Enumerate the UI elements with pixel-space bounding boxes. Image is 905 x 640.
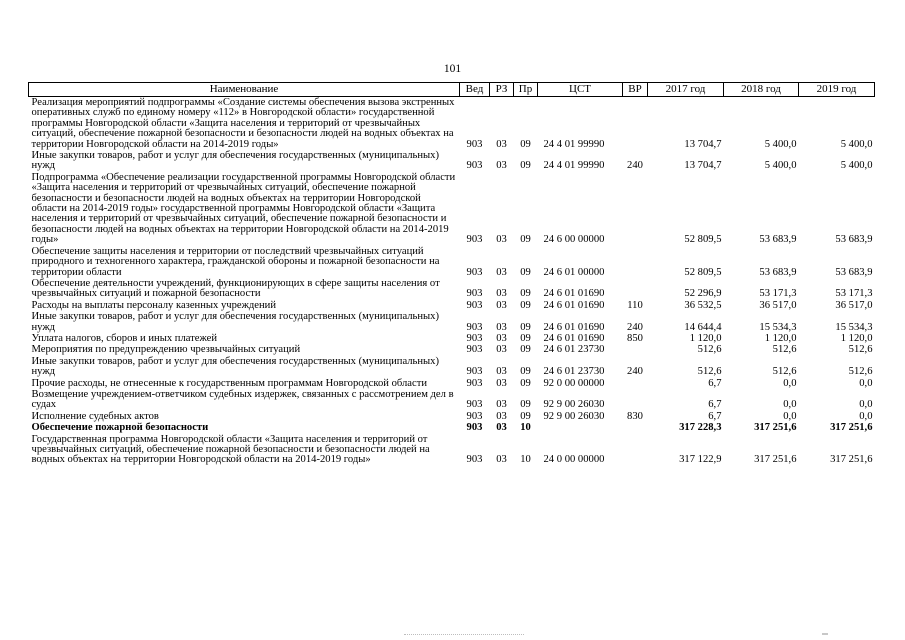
table-row: [29, 344, 875, 355]
row-value-2017: 1 120,0: [689, 332, 722, 344]
row-ved: 903: [466, 422, 483, 434]
row-cst: 24 6 00 00000: [543, 234, 605, 246]
row-name: Государственная программа Новгородской области «Защита населения и территорий от чрезвычайных ситуаций, обеспечение пожарной безопасности и безопасности людей на водных объектах на территории Новгородской области на 2014-2019 годы»: [31, 433, 430, 466]
header-rz: РЗ: [490, 83, 514, 97]
row-name: Уплата налогов, сборов и иных платежей: [31, 332, 218, 344]
row-name: Реализация мероприятий подпрограммы «Создание системы обеспечения вызова экстренных оперативных служб по единому номеру «112» в Новгородской области» государственной программы Новгородской области «Защита населения и территорий от чрезвычайных ситуаций, обеспечение пожарной безопасности и безопасности людей на водных объектах на территории Новгородской области на 2014-2019 годы»: [31, 97, 455, 150]
row-value-2018: 5 400,0: [764, 160, 797, 172]
row-value-2019: 36 517,0: [835, 299, 873, 311]
row-cst: 24 6 01 01690: [543, 321, 605, 333]
row-value-2019: 53 171,3: [835, 288, 873, 300]
row-cst: 24 6 01 00000: [543, 266, 605, 278]
row-rz: 03: [496, 266, 507, 278]
row-cst: 92 0 00 00000: [543, 377, 605, 389]
table-row: [29, 97, 875, 151]
header-ved: Вед: [460, 83, 490, 97]
row-value-2019: 15 534,3: [835, 321, 873, 333]
row-value-2019: 53 683,9: [835, 266, 873, 278]
row-value-2018: 0,0: [783, 399, 797, 411]
table-body: [29, 97, 875, 466]
row-value-2018: 512,6: [772, 344, 797, 356]
budget-table: [28, 82, 875, 466]
row-rz: 03: [496, 377, 507, 389]
row-value-2017: 13 704,7: [684, 138, 722, 150]
row-rz: 03: [496, 366, 507, 378]
row-pr: 09: [520, 234, 531, 246]
row-name: Мероприятия по предупреждению чрезвычайных ситуаций: [31, 344, 301, 356]
row-value-2019: 317 251,6: [830, 422, 873, 434]
row-ved: 903: [466, 377, 483, 389]
row-name: Прочие расходы, не отнесенные к государственным программам Новгородской области: [31, 377, 427, 389]
row-value-2017: 6,7: [708, 410, 722, 422]
header-name: Наименование: [29, 83, 460, 97]
row-cst: [538, 422, 623, 433]
row-cst: 92 9 00 26030: [543, 399, 605, 411]
row-vr: 240: [627, 366, 643, 378]
row-rz: 03: [496, 321, 507, 333]
row-pr: 09: [520, 288, 531, 300]
row-pr: 09: [520, 160, 531, 172]
table-row: [29, 422, 875, 433]
row-value-2018: 512,6: [772, 366, 797, 378]
row-value-2018: 0,0: [783, 410, 797, 422]
row-value-2017: 52 809,5: [684, 234, 722, 246]
header-vr: ВР: [623, 83, 648, 97]
row-value-2019: 512,6: [848, 344, 873, 356]
row-vr: [623, 378, 648, 389]
header-cst: ЦСТ: [538, 83, 623, 97]
row-value-2017: 317 122,9: [679, 454, 722, 466]
row-value-2018: 0,0: [783, 377, 797, 389]
row-ved: 903: [466, 410, 483, 422]
page-number: 101: [443, 63, 462, 75]
header-2017: 2017 год: [648, 83, 724, 97]
row-vr: 850: [627, 332, 643, 344]
row-name: Исполнение судебных актов: [31, 410, 159, 422]
row-value-2019: 0,0: [859, 399, 873, 411]
row-pr: 09: [520, 344, 531, 356]
row-cst: 24 6 01 23730: [543, 366, 605, 378]
row-rz: 03: [496, 234, 507, 246]
row-name: Расходы на выплаты персоналу казенных учреждений: [31, 299, 276, 311]
row-cst: 24 6 01 23730: [543, 344, 605, 356]
row-value-2019: 5 400,0: [840, 138, 873, 150]
row-value-2019: 0,0: [859, 410, 873, 422]
row-value-2018: 1 120,0: [764, 332, 797, 344]
row-vr: [623, 97, 648, 151]
row-cst: 24 6 01 01690: [543, 332, 605, 344]
table-row: [29, 389, 875, 411]
row-rz: 03: [496, 344, 507, 356]
row-pr: 10: [520, 454, 531, 466]
row-pr: 10: [520, 422, 531, 434]
row-value-2019: 5 400,0: [840, 160, 873, 172]
row-value-2017: 52 809,5: [684, 266, 722, 278]
row-pr: 09: [520, 332, 531, 344]
footer-scan-mark: [404, 634, 524, 637]
table-row: [29, 278, 875, 300]
row-name: Обеспечение деятельности учреждений, функционирующих в сфере защиты населения от чрезвычайных ситуаций и пожарной безопасности: [31, 277, 440, 300]
table-header: [29, 83, 875, 97]
row-ved: 903: [466, 332, 483, 344]
header-2018: 2018 год: [724, 83, 799, 97]
row-ved: 903: [466, 138, 483, 150]
row-pr: 09: [520, 321, 531, 333]
row-value-2017: 36 532,5: [684, 299, 722, 311]
row-value-2017: 6,7: [708, 399, 722, 411]
row-value-2018: 53 683,9: [759, 234, 797, 246]
row-vr: [623, 389, 648, 411]
row-value-2018: 36 517,0: [759, 299, 797, 311]
row-value-2017: 14 644,4: [684, 321, 722, 333]
row-value-2017: 13 704,7: [684, 160, 722, 172]
row-vr: 830: [627, 410, 643, 422]
row-value-2018: 53 171,3: [759, 288, 797, 300]
row-value-2017: 52 296,9: [684, 288, 722, 300]
row-name: Иные закупки товаров, работ и услуг для обеспечения государственных (муниципальных) нужд: [31, 150, 439, 172]
row-vr: [623, 172, 648, 246]
table-row: [29, 434, 875, 466]
row-rz: 03: [496, 288, 507, 300]
corner-scan-mark: [822, 633, 828, 635]
row-value-2019: 1 120,0: [840, 332, 873, 344]
row-pr: 09: [520, 299, 531, 311]
row-ved: 903: [466, 288, 483, 300]
row-name: Обеспечение пожарной безопасности: [31, 422, 209, 434]
row-ved: 903: [466, 266, 483, 278]
row-ved: 903: [466, 321, 483, 333]
row-rz: 03: [496, 454, 507, 466]
row-vr: [623, 422, 648, 433]
row-cst: 24 4 01 99990: [543, 160, 605, 172]
row-value-2019: 0,0: [859, 377, 873, 389]
row-value-2018: 53 683,9: [759, 266, 797, 278]
row-rz: 03: [496, 399, 507, 411]
row-vr: [623, 246, 648, 278]
row-name: Возмещение учреждением-ответчиком судебных издержек, связанных с рассмотрением дел в судах: [31, 388, 454, 411]
row-value-2018: 15 534,3: [759, 321, 797, 333]
row-cst: 24 6 01 01690: [543, 288, 605, 300]
row-value-2017: 512,6: [697, 366, 722, 378]
row-value-2017: 317 228,3: [679, 422, 722, 434]
row-rz: 03: [496, 422, 507, 434]
table-row: [29, 246, 875, 278]
row-vr: [623, 344, 648, 355]
table-row: [29, 378, 875, 389]
row-value-2018: 317 251,6: [754, 422, 797, 434]
row-value-2017: 6,7: [708, 377, 722, 389]
row-ved: 903: [466, 366, 483, 378]
row-vr: 240: [627, 160, 643, 172]
table-row: [29, 300, 875, 311]
row-pr: 09: [520, 266, 531, 278]
row-value-2017: 512,6: [697, 344, 722, 356]
row-name: Подпрограмма «Обеспечение реализации государственной программы Новгородской области «Защита населения и территорий от чрезвычайных ситуаций, обеспечение пожарной безопасности и безопасности людей на водных объектах на территории Новгородской области на 2014-2019 годы» государственной программы Новгородской области «Защита населения и территорий от чрезвычайных ситуаций, обеспечение пожарной безопасности и безопасности людей на водных объектах на территории Новгородской области на 2014-2019 годы»: [31, 171, 456, 246]
row-ved: 903: [466, 234, 483, 246]
row-ved: 903: [466, 399, 483, 411]
row-rz: 03: [496, 332, 507, 344]
row-rz: 03: [496, 160, 507, 172]
table-row: [29, 411, 875, 422]
row-value-2018: 317 251,6: [754, 454, 797, 466]
row-vr: 110: [627, 299, 643, 311]
row-rz: 03: [496, 138, 507, 150]
row-ved: 903: [466, 299, 483, 311]
header-pr: Пр: [514, 83, 538, 97]
row-pr: 09: [520, 410, 531, 422]
row-ved: 903: [466, 160, 483, 172]
table-row: [29, 311, 875, 333]
row-pr: 09: [520, 366, 531, 378]
row-vr: [623, 278, 648, 300]
row-value-2018: 5 400,0: [764, 138, 797, 150]
row-cst: 24 0 00 00000: [543, 454, 605, 466]
row-value-2019: 512,6: [848, 366, 873, 378]
row-ved: 903: [466, 344, 483, 356]
row-value-2019: 53 683,9: [835, 234, 873, 246]
row-name: Иные закупки товаров, работ и услуг для обеспечения государственных (муниципальных) нужд: [31, 355, 439, 378]
row-pr: 09: [520, 399, 531, 411]
header-2019: 2019 год: [799, 83, 875, 97]
table-row: [29, 172, 875, 246]
row-pr: 09: [520, 138, 531, 150]
row-vr: 240: [627, 321, 643, 333]
row-value-2019: 317 251,6: [830, 454, 873, 466]
table-row: [29, 356, 875, 378]
row-rz: 03: [496, 299, 507, 311]
row-cst: 24 4 01 99990: [543, 138, 605, 150]
table-row: [29, 150, 875, 172]
row-vr: [623, 434, 648, 466]
table-row: [29, 333, 875, 344]
row-ved: 903: [466, 454, 483, 466]
row-name: Иные закупки товаров, работ и услуг для обеспечения государственных (муниципальных) нужд: [31, 311, 439, 333]
row-pr: 09: [520, 377, 531, 389]
row-rz: 03: [496, 410, 507, 422]
row-cst: 24 6 01 01690: [543, 299, 605, 311]
row-cst: 92 9 00 26030: [543, 410, 605, 422]
row-name: Обеспечение защиты населения и территории от последствий чрезвычайных ситуаций природного и техногенного характера, гражданской обороны и пожарной безопасности на территории области: [31, 245, 440, 278]
